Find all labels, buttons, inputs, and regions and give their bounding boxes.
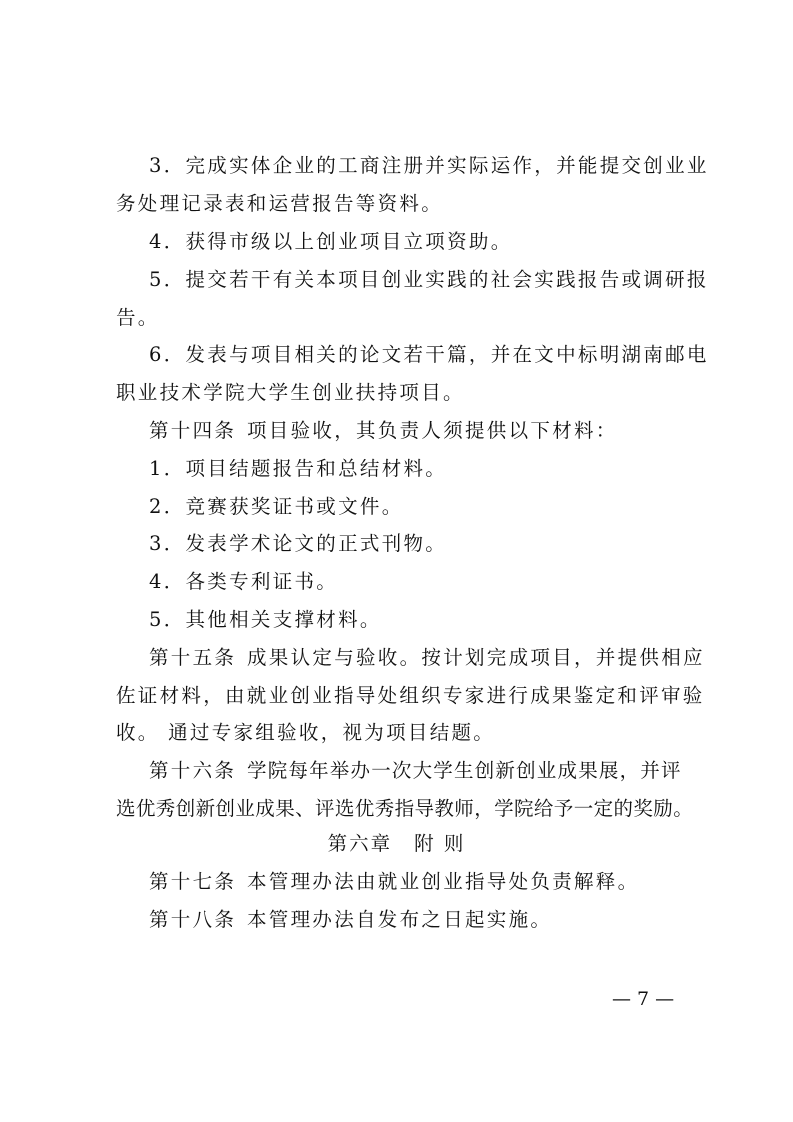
article-number: 第十五条 — [149, 646, 237, 669]
article-text: 成果认定与验收。按计划完成项目，并提供相应 — [247, 646, 705, 669]
body-line: 3．完成实体企业的工商注册并实际运作，并能提交创业业 — [149, 154, 709, 177]
article-number: 第十六条 — [149, 759, 237, 782]
material-item: 1．项目结题报告和总结材料。 — [149, 457, 448, 480]
page-number: — 7 — — [612, 988, 675, 1010]
chapter-heading — [0, 832, 793, 856]
body-line: 务处理记录表和运营报告等资料。 — [116, 192, 444, 215]
material-item: 2．竞赛获奖证书或文件。 — [149, 495, 404, 518]
body-line: 告。 — [116, 306, 160, 329]
article-15 — [149, 646, 705, 670]
body-line: 5．提交若干有关本项目创业实践的社会实践报告或调研报 — [149, 268, 709, 291]
chapter-number: 第六章 — [327, 832, 393, 855]
body-line: 佐证材料，由就业创业指导处组织专家进行成果鉴定和评审验 — [116, 684, 705, 707]
material-item: 3．发表学术论文的正式刊物。 — [149, 532, 448, 555]
body-line: 4．获得市级以上创业项目立项资助。 — [149, 230, 513, 253]
article-text: 本管理办法自发布之日起实施。 — [247, 908, 553, 931]
article-14 — [149, 419, 699, 443]
article-16 — [149, 759, 699, 783]
article-17 — [149, 870, 699, 894]
article-text: 项目验收，其负责人须提供以下材料： — [247, 419, 618, 442]
article-text: 学院每年举办一次大学生创新创业成果展，并评 — [247, 759, 682, 782]
body-line: 职业技术学院大学生创业扶持项目。 — [116, 381, 465, 404]
material-item: 4．各类专利证书。 — [149, 570, 339, 593]
article-number: 第十八条 — [149, 908, 237, 931]
body-line: 6．发表与项目相关的论文若干篇，并在文中标明湖南邮电 — [149, 343, 709, 366]
article-number: 第十四条 — [149, 419, 237, 442]
article-18 — [149, 908, 699, 932]
body-line: 选优秀创新创业成果、评选优秀指导教师，学院给予一定的奖励。 — [116, 797, 694, 820]
article-text: 本管理办法由就业创业指导处负责解释。 — [247, 870, 640, 893]
material-item: 5．其他相关支撑材料。 — [149, 608, 382, 631]
body-line: 收。 通过专家组验收，视为项目结题。 — [116, 721, 496, 744]
article-number: 第十七条 — [149, 870, 237, 893]
chapter-title: 附 则 — [414, 832, 466, 855]
